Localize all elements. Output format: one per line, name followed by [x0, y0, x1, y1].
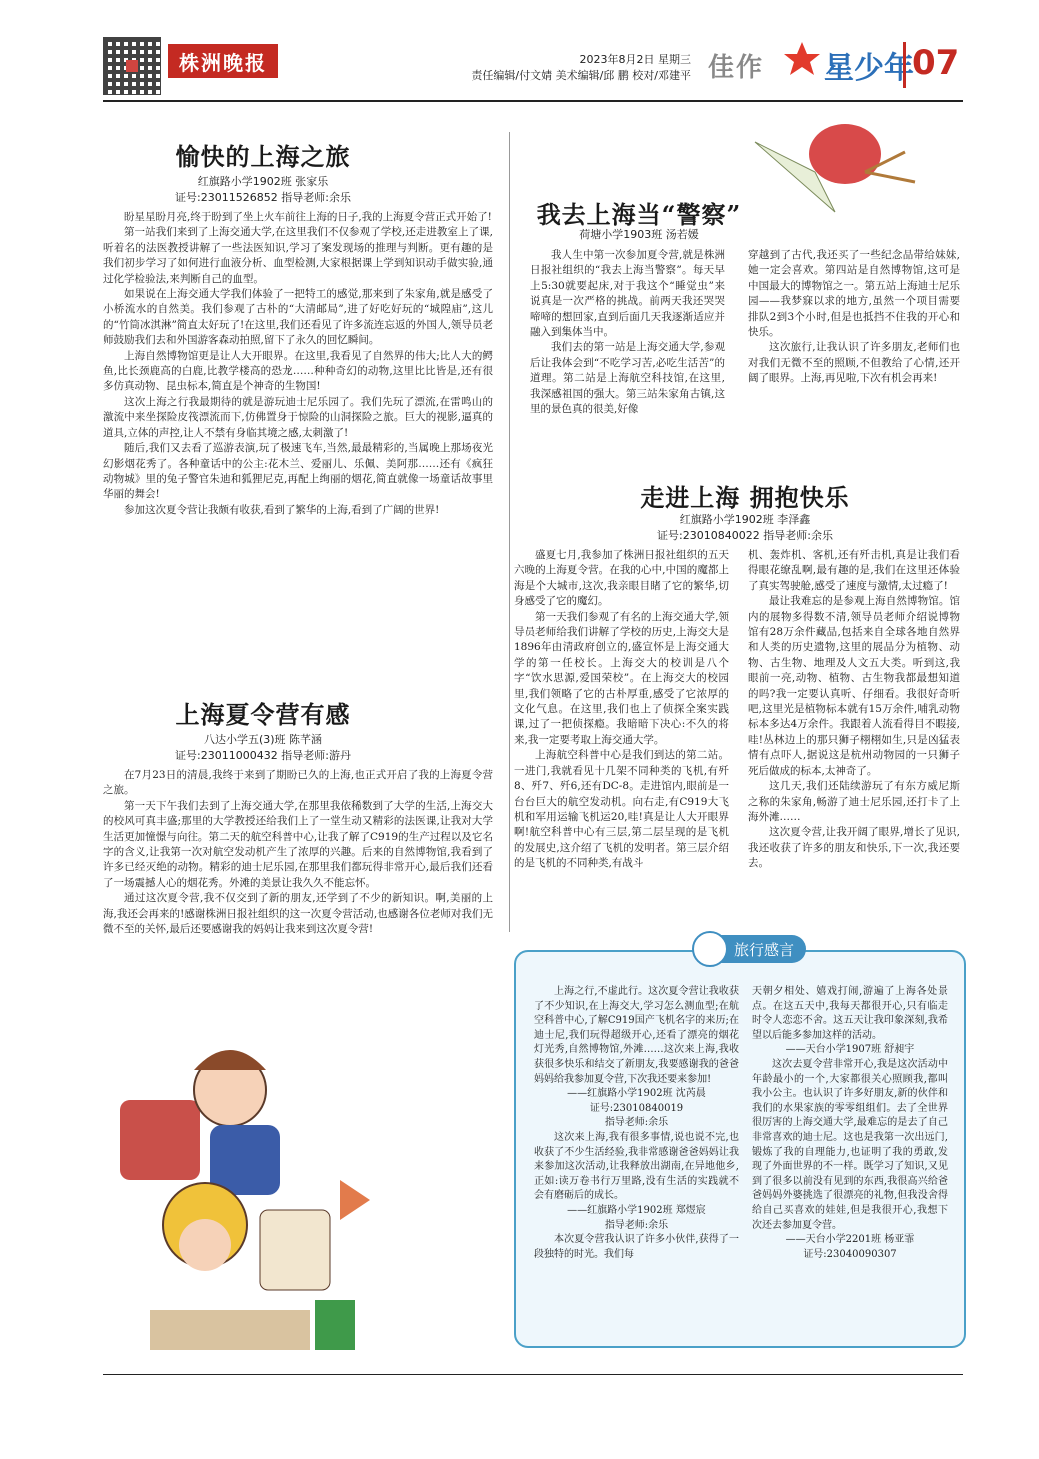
qr-code: [103, 37, 161, 95]
article2-cert: 证号:23011000432 指导老师:游丹: [175, 749, 351, 762]
balloon-icon: [809, 124, 881, 184]
article4-title: 走进上海 拥抱快乐: [640, 483, 850, 512]
issue-date: 2023年8月2日 星期三: [579, 53, 691, 66]
article4-cert: 证号:23010840022 指导老师:余乐: [657, 529, 833, 542]
sidebar-right: 天朝夕相处、嬉戏打闹,游遍了上海各处景点。在这五天中,我每天都很开心,只有临走时令人恋恋不舍。这五天让我印象深刻,我希望以后能多参加这样的活动。 ——天台小学1907班 舒昶宇 这次去夏令营非常开心,我是这次活动中年龄最小的一个,大家都很关心照顾我,都叫我小公主。也认识了许多好朋友,新的伙伴和我们的水果家族的零零组组们。去了全世界很厉害的上海交通大学,最难忘的是去了自己非常喜欢的迪士尼。这也是我第一次出远门,锻炼了我的自理能力,也证明了我的勇敢,发现了外面世界的不一样。既学习了知识,又见到了很多以前没有见到的东西,我很高兴给爸爸妈妈外婆挑选了很漂亮的礼物,但我没舍得给自己买喜欢的娃娃,但是我很开心,我想下次还去参加夏令营。 ——天台小学2201班 杨亚霏 证号:23040090307: [752, 986, 948, 1260]
article1-author: 红旗路小学1902班 张家乐: [197, 175, 329, 188]
plane-balloon-illustration: [745, 112, 920, 222]
article2-body: 在7月23日的清晨,我终于来到了期盼已久的上海,也正式开启了我的上海夏令营之旅。 第一天下午我们去到了上海交通大学,在那里我依稀数到了大学的生活,上海交大的校风可真丰盛;那里的大学教授还给我们上了一堂生动又精彩的法医课,让我对大学生活更加憧憬与向往。第二天的航空科普中心,让我了解了C919的生产过程以及它名字的含义,让我第一次对航空发动机产生了浓厚的兴趣。后来的自然博物馆,我看到了许多已经灭绝的动物。精彩的迪士尼乐园,在那里我们都玩得非常开心,最后我们还看了一场震撼人心的烟花秀。外滩的美景让我久久不能忘怀。 通过这次夏令营,我不仅交到了新的朋友,还学到了不少的新知识。啊,美丽的上海,我还会再来的!感谢株洲日报社组织的这一次夏令营活动,也感谢各位老师对我们无微不至的关怀,最后还要感谢我的妈妈让我来到这次夏令营!: [103, 769, 493, 936]
newspaper-logo: 株洲晚报: [168, 44, 278, 78]
article3-author: 荷塘小学1903班 汤若媛: [579, 228, 699, 241]
sidebar-left: 上海之行,不虚此行。这次夏令营让我收获了不少知识,在上海交大,学习怎么测血型;在航空科普中心,了解C919国产飞机名字的来历;在迪士尼,我们玩得超级开心,还看了漂亮的烟花灯光秀,自然博物馆,外滩……这次来上海,我收获很多快乐和结交了新朋友,我要感谢我的爸爸妈妈给我参加夏令营,下次我还要来参加! ——红旗路小学1902班 沈芮晨 证号:23010840019 指导老师:余乐 这次来上海,我有很多事情,说也说不完,也收获了不少生活经验,我非常感谢爸爸妈妈让我来参加这次活动,让我释放出湖南,在异地他乡,正如:读万卷书行万里路,没有生活的实践就不会有磨砺后的成长。 ——红旗路小学1902班 郑煜宸 指导老师:余乐 本次夏令营我认识了许多小伙伴,获得了一段独特的时光。我们每: [534, 986, 739, 1260]
article3-body-right: 穿越到了古代,我还买了一些纪念品带给妹妹,她一定会喜欢。第四站是自然博物馆,这可是中国最大的博物馆之一。第五站上海迪士尼乐园——我梦寐以求的地方,虽然一个项目需要排队2到3个小时,但是也抵挡不住我的开心和快乐。 这次旅行,让我认识了许多朋友,老师们也对我们无微不至的照顾,不但教给了心情,还开阔了眼界。上海,再见啦,下次有机会再来!: [748, 249, 960, 385]
radio-icon: [120, 1100, 200, 1180]
travel-notes-tag: 旅行感言: [700, 935, 806, 963]
article1-body: 盼星星盼月亮,终于盼到了坐上火车前往上海的日子,我的上海夏令营正式开始了! 第一站我们来到了上海交通大学,在这里我们不仅参观了学校,还走进教室上了课,听着名的法医教授讲解了一些法医知识,学习了案发现场的推理与判断。更有趣的是我们初步学习了如何进行血液分析、血型检测,大家根据课上学到知识动手做实验,通过化学检验法,来判断自己的血型。 如果说在上海交通大学我们体验了一把特工的感觉,那来到了朱家角,就是感受了小桥流水的自然美。我们参观了古朴的“大清邮局”,进了好吃好玩的“城隍庙”,这儿的“竹筒冰淇淋”简直太好玩了!在这里,我们还看见了许多流连忘返的外国人,领导员老师鼓励我们去和外国游客森动拍照,留下了永久的回忆瞬间。 上海自然博物馆更是让人大开眼界。在这里,我看见了自然界的伟大;比人大的鳄鱼,比长颈鹿高的白鹿,比教学楼高的恐龙……种种奇幻的动物,这里比比皆是,还有很多仿真动物、昆虫标本,简直是个神奇的生物国! 这次上海之行我最期待的就是游玩迪士尼乐园了。我们先玩了漂流,在雷鸣山的激流中来坐探险皮筏漂流而下,仿佛置身于惊险的山洞探险之旅。巨大的视影,逼真的道具,立体的声控,让人不禁有身临其境之感,太刺激了! 随后,我们又去看了巡游表演,玩了极速飞车,当然,最最精彩的,当属晚上那场夜光幻影烟花秀了。各种童话中的公主:花木兰、爱丽儿、乐佩、美阿那……还有《疯狂动物城》里的兔子警官朱迪和狐狸尼克,再配上绚丽的烟花,简直就像一场童话故事里华丽的舞会! 参加这次夏令营让我颇有收获,看到了繁华的上海,看到了广阔的世界!: [103, 211, 493, 516]
article4-body-right: 机、轰炸机、客机,还有歼击机,真是让我们看得眼花缭乱啊,最有趣的是,我们在这里还体验了真实驾驶舱,感受了速度与激情,太过瘾了! 最让我难忘的是参观上海自然博物馆。馆内的展物多得数不清,领导员老师介绍说博物馆有28万余件藏品,包括来自全球各地自然界和人类的历史遗物,这里的展品分为植物、动物、古生物、地理及人文五大类。听到这,我眼前一亮,动物、植物、古生物我都最想知道的吗?我一定要认真听、仔细看。我很好奇听吧,这里光是植物标本就有15万余件,哺乳动物标本多达4万余件。我跟着人流看得目不暇接,哇!丛林边上的那只狮子栩栩如生,只是凶猛表情有点吓人,据说这是杭州动物园的一只狮子死后做成的标本,太神奇了。 这几天,我们还陆续游玩了有东方威尼斯之称的朱家角,畅游了迪士尼乐园,还打卡了上海外滩…… 这次夏令营,让我开阔了眼界,增长了见识,我还收获了许多的朋友和快乐,下一次,我还要去。: [748, 549, 960, 870]
star-icon: [784, 42, 820, 75]
pinwheel-icon: [340, 1180, 370, 1220]
brand-logo: [780, 38, 914, 94]
article3-body-left: 我人生中第一次参加夏令营,就是株洲日报社组织的“我去上海当警察”。每天早上5:30就要起床,对于我这个“睡觉虫”来说真是一次严格的挑战。前两天我还哭哭啼啼的想回家,直到后面几天我逐渐适应并融入到集体当中。 我们去的第一站是上海交通大学,参观后让我体会到“不吃学习苦,必吃生活苦”的道理。第二站是上海航空科技馆,在这里,我深感祖国的强大。第三站朱家角古镇,这里的景色真的很美,好像: [530, 249, 725, 416]
checkmark-icon: [692, 931, 728, 967]
kids-illustration: [110, 1030, 380, 1360]
section-name: 佳作: [708, 53, 765, 83]
article1-title: 愉快的上海之旅: [175, 142, 351, 171]
article1-cert: 证号:23011526852 指导老师:余乐: [175, 191, 351, 204]
article2-author: 八达小学五(3)班 陈芊涵: [203, 733, 323, 746]
brand-text: 星少年: [824, 51, 914, 86]
article3-title: 我去上海当“警察”: [536, 200, 742, 229]
page-number: 07: [912, 43, 960, 83]
editor-credits: 责任编辑/付文婧 美术编辑/邱 鹏 校对/邓建平: [471, 69, 691, 82]
pipe-icon: [315, 1300, 355, 1350]
article4-body-left: 盛夏七月,我参加了株洲日报社组织的五天六晚的上海夏令营。在我的心中,中国的魔都上海是个大城市,这次,我亲眼目睹了它的繁华,切身感受了它的魔幻。 第一天我们参观了有名的上海交通大学,领导员老师给我们讲解了学校的历史,上海交大是1896年由清政府创立的,盛宣怀是上海交通大学的第一任校长。上海交大的校训是八个字“饮水思源,爱国荣校”。在上海交大的校园里,我们领略了它的古朴厚重,感受了它浓厚的文化气息。在这里,我们也上了侦探全案实践课,过了一把侦探瘾。我暗暗下决心:不久的将来,我一定要考取上海交通大学。 上海航空科普中心是我们到达的第二站。一进门,我就看见十几架不同种类的飞机,有歼8、歼7、歼6,还有DC-8。走进馆内,眼前是一台台巨大的航空发动机。向右走,有C919大飞机和军用运输飞机运20,哇!真是让人大开眼界啊!航空科普中心有三层,第二层呈现的是飞机的发展史,这介绍了飞机的发明者。第三层介绍的是飞机的不同种类,有战斗: [514, 549, 729, 870]
article2-title: 上海夏令营有感: [175, 700, 351, 729]
article4-author: 红旗路小学1902班 李泽鑫: [679, 513, 811, 526]
